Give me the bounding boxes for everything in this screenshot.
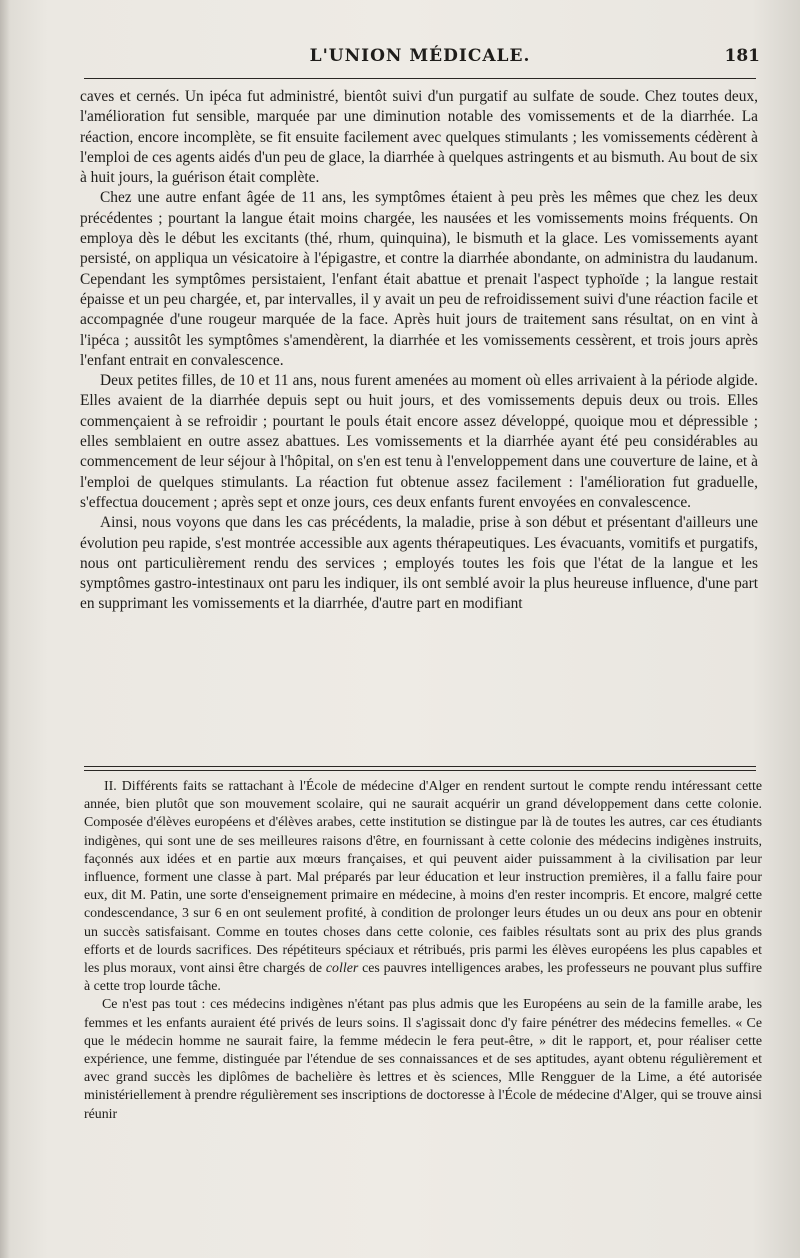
running-head: L'UNION MÉDICALE. <box>309 46 531 66</box>
footnote-separator <box>84 766 756 771</box>
footnote <box>84 778 762 1124</box>
paragraph-4: Ainsi, nous voyons que dans les cas précédents, la maladie, prise à son début et présentant d'ailleurs une évolution peu rapide, s'est montrée accessible aux agents thérapeutiques. Les évacuants, vomitifs et purgatifs, nous ont particulièrement rendu des services ; employés toutes les fois que l'état de la langue et les symptômes gastro-intestinaux ont paru les indiquer, ils ont semblé avoir la plus heureuse influence, d'une part en supprimant les vomissements et la diarrhée, d'autre part en modifiant <box>80 514 758 613</box>
footnote-emphasis: coller <box>325 961 359 977</box>
footnote-text-a: II. Différents faits se rattachant à l'École de médecine d'Alger en rendent surtout le compte rendu intéressant cette année, bien plutôt que son mouvement scolaire, qui ne saurait acquérir un grand développement dans cette colonie. Composée d'élèves européens et d'élèves arabes, cette institution se distingue par là de toutes les autres, car ces étudiants indigènes, qui sont une de ses meilleures raisons d'être, en fournissant à cette colonie des médecins indigènes instruits, façonnés aux idées et en partie aux mœurs françaises, et qui peuvent aider puissamment à la civilisation par leur influence, forment une classe à part. Mal préparés par leur éducation et leur instruction premières, il a fallu faire pour eux, dit M. Patin, une sorte d'enseignement primaire en médecine, à moins d'en rester incompris. Et encore, malgré cette condescendance, 3 sur 6 en ont seulement profité, à condition de prolonger leurs études un ou deux ans pour en obtenir un succès satisfaisant. Comme en toutes choses dans cette colonie, ces faibles résultats sont au prix des plus grands efforts et de lourds sacrifices. Des répétiteurs spéciaux et rétribués, pris parmi les élèves européens les plus capables et les plus moraux, vont ainsi être chargés de <box>84 779 762 977</box>
footnote-paragraph-1 <box>84 778 762 996</box>
paragraph-3: Deux petites filles, de 10 et 11 ans, nous furent amenées au moment où elles arrivaient à la période algide. Elles avaient de la diarrhée depuis sept ou huit jours, et des vomissements depuis deux ou trois. Elles commençaient à se refroidir ; pourtant le pouls était encore assez développé, quoique mou et dépressible ; elles semblaient en outre assez abattues. Les vomissements et la diarrhée ayant été peu considérables au commencement de leur séjour à l'hôpital, on s'en est tenu à l'enveloppement dans une couverture de laine, et à l'emploi de quelques stimulants. La réaction fut obtenue assez facilement : l'amélioration fut graduelle, s'effectua doucement ; après sept et onze jours, ces deux enfants furent envoyées en convalescence. <box>80 372 758 511</box>
header-rule <box>84 78 756 79</box>
paragraph-1: caves et cernés. Un ipéca fut administré, bientôt suivi d'un purgatif au sulfate de soude. Chez toutes deux, l'amélioration fut sensible, marquée par une diminution notable des vomissements et de la diarrhée. La réaction, encore incomplète, se fit ensuite facilement avec quelques stimulants ; les vomissements cédèrent à l'emploi de ces agents aidés d'un peu de glace, la diarrhée à quelques astringents et au bismuth. Au bout de six à huit jours, la guérison était complète. <box>80 88 758 187</box>
page-header <box>80 42 760 72</box>
footnote-paragraph-2: Ce n'est pas tout : ces médecins indigènes n'étant pas plus admis que les Européens au sein de la famille arabe, les femmes et les enfants auraient été privés de leurs soins. Il s'agissait donc d'y faire pénétrer des médecins femelles. « Ce que le médecin homme ne saurait faire, la femme médecin le fera peut-être, » dit le rapport, et, pour réaliser cette expérience, une femme, distinguée par l'étendue de ses connaissances et de ses aptitudes, ayant obtenu régulièrement et avec grand succès les diplômes de bachelière ès lettres et ès sciences, Mlle Rengguer de la Lime, a été autorisée ministériellement à prendre régulièrement ses inscriptions de doctoresse à l'École de médecine d'Alger, qui se trouve ainsi réunir <box>84 997 762 1122</box>
page-binding-shadow <box>0 0 10 1258</box>
page-number: 181 <box>724 46 760 66</box>
footnote-text-b: ces pauvres intelligences arabes, les professeurs ne pouvant plus suffire à cette trop lourde tâche. <box>84 961 762 995</box>
paragraph-2: Chez une autre enfant âgée de 11 ans, les symptômes étaient à peu près les mêmes que chez les deux précédentes ; pourtant la langue était moins chargée, les nausées et les vomissements moins fréquents. On employa dès le début les excitants (thé, rhum, quinquina), le bismuth et la glace. Les vomissements ayant persisté, on appliqua un vésicatoire à l'épigastre, et contre la diarrhée abondante, on administra du laudanum. Cependant les symptômes persistaient, l'enfant était abattue et prenait l'aspect typhoïde ; la langue restait épaisse et un peu chargée, et, par intervalles, il y avait un peu de refroidissement suivi d'une réaction facile et accompagnée d'une rougeur marquée de la face. Après huit jours de traitement sans résultat, on en vint à l'ipéca ; aussitôt les symptômes s'amendèrent, la diarrhée et les vomissements cessèrent, et trois jours après l'enfant entrait en convalescence. <box>80 189 758 369</box>
main-text <box>80 87 758 615</box>
